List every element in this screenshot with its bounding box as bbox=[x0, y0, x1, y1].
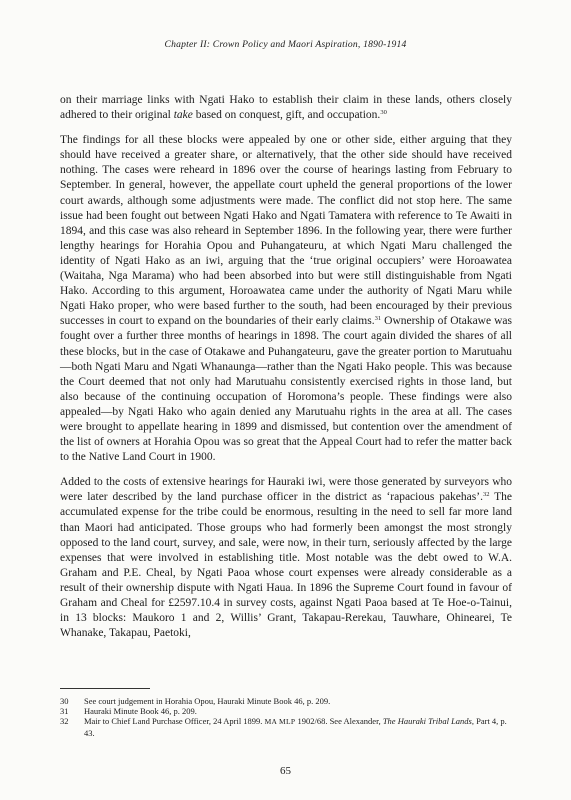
footnote-number: 31 bbox=[60, 706, 69, 717]
archive-reference: MA MLP bbox=[264, 717, 296, 727]
footnotes bbox=[60, 696, 512, 738]
footnote-31 bbox=[60, 706, 512, 716]
footnote-ref-32[interactable]: 32 bbox=[482, 491, 490, 499]
body-text bbox=[60, 93, 512, 651]
footnote-text: Mair to Chief Land Purchase Officer, 24 April 1899. MA MLP 1902/68. See Alexander, The Hauraki Tribal Lands, Part 4, p. 43. bbox=[84, 716, 507, 738]
cited-title: The Hauraki Tribal Lands bbox=[382, 716, 472, 727]
footnote-text: Hauraki Minute Book 46, p. 209. bbox=[84, 706, 197, 717]
page-number: 65 bbox=[280, 765, 291, 777]
footnote-divider bbox=[60, 688, 150, 689]
footnote-ref-31[interactable]: 31 bbox=[374, 315, 382, 323]
footnote-32 bbox=[60, 716, 512, 737]
footnote-number: 32 bbox=[60, 716, 69, 727]
footnote-number: 30 bbox=[60, 696, 69, 706]
footnote-text: See court judgement in Horahia Opou, Hauraki Minute Book 46, p. 209. bbox=[84, 696, 331, 706]
paragraph-2: The findings for all these blocks were appealed by one or other side, either arguing that they should have received a greater share, or alternatively, that the other side should have received nothing. The cases were reheard in 1896 over the course of hearings lasting from February to September. In general, however, the appellate court upheld the general proportions of the lower court awards, although some adjustments were made. The conflict did not stop here. The same issue had been fought out between Ngati Hako and Ngati Tamatera with reference to Te Awaiti in 1894, and this case was also reheard in September 1896. In the following year, there were further lengthy hearings for Horahia Opou and Puhangateuru, at which Ngati Maru challenged the identity of Ngati Hako as an iwi, arguing that the ‘true original occupiers’ were Horoawatea (Waitaha, Nga Marama) who had been absorbed into but were still distinguishable from Ngati Hako. According to this argument, Horoawatea came under the authority of Ngati Maru while Ngati Hako proper, who were based further to the south, had been encouraged by their previous successes in court to expand on the boundaries of their early claims.$^{31}$ Ownership of Otakawe was fought over a further three months of hearings in 1898. The court again divided the shares of all these blocks, but in the case of Otakawe and Puhangateuru, gave the greater portion to Marutuahu—both Ngati Maru and Ngati Whanaunga—rather than the Ngati Hako people. This was because the Court deemed that not only had Marutuahu consistently exercised rights in those land, but also because of the continuing occupation of Horomona’s people. These findings were also appealed—by Ngati Hako who again denied any Marutuahu rights in the area at all. The cases were brought to appellate hearing in 1899 and dismissed, but contention over the amendment of the list of owners at Horahia Opou was so great that the Appeal Court had to refer the matter back to the Native Land Court in 1900. bbox=[60, 134, 513, 464]
footnote-30 bbox=[60, 696, 512, 706]
paragraph-1: on their marriage links with Ngati Hako to establish their claim in these lands, others closely adhered to their original take based on conquest, gift, and occupation.$^{30}$ bbox=[60, 94, 512, 122]
running-head: Chapter II: Crown Policy and Maori Aspiration, 1890-1914 bbox=[164, 39, 407, 50]
paragraph-3: Added to the costs of extensive hearings for Hauraki iwi, were those generated by surveyors who were later described by the land purchase officer in the district as ‘rapacious pakehas’.$^{32}$ The accumulated expense for the tribe could be enormous, resulting in the need to sell far more land than Maori had anticipated. Those groups who had formerly been amongst the most strongly opposed to the land court, survey, and sale, were now, in their turn, seriously affected by the large expenses that were involved in establishing title. Most notable was the debt owed to W.A. Graham and P.E. Cheal, by Ngati Paoa whose court expenses were already considerable as a result of their ownership dispute with Ngati Haua. In 1896 the Supreme Court found in favour of Graham and Cheal for £2597.10.4 in survey costs, against Ngati Paoa based at Te Hoe-o-Tainui, in 13 blocks: Maukoro 1 and 2, Willis’ Grant, Takapau-Rerekau, Tauwhare, Ohinearei, Te Whanake, Takapau, Paetoki, bbox=[60, 476, 512, 640]
footnote-ref-30[interactable]: 30 bbox=[380, 109, 387, 117]
emphasis-take: take bbox=[173, 109, 193, 122]
